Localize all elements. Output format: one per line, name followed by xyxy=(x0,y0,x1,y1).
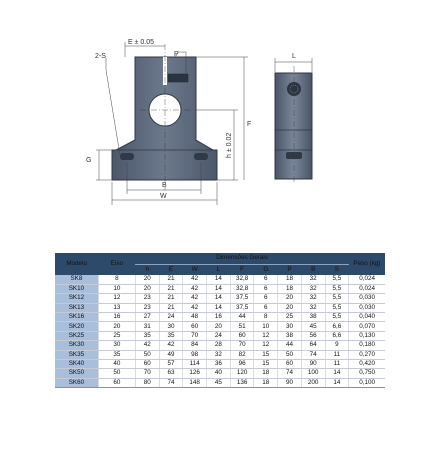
cell-dimension: 60 xyxy=(183,322,207,331)
header-s: S xyxy=(325,265,349,276)
cell-dimension: 57 xyxy=(159,360,183,369)
cell-dimension: 6 xyxy=(254,284,278,293)
cell-dimension: 6,6 xyxy=(325,331,349,340)
table-row xyxy=(55,313,385,322)
cell-dimension: 14 xyxy=(325,378,349,387)
table-row xyxy=(55,303,385,312)
cell-axis: 50 xyxy=(98,369,135,378)
cell-dimension: 114 xyxy=(183,360,207,369)
cell-model: SK40 xyxy=(55,360,98,369)
label-g: G xyxy=(86,157,92,164)
cell-dimension: 38 xyxy=(301,313,325,322)
cell-dimension: 37,5 xyxy=(230,294,254,303)
cell-dimension: 42 xyxy=(183,303,207,312)
cell-dimension: 63 xyxy=(159,369,183,378)
cell-dimension: 70 xyxy=(230,341,254,350)
cell-dimension: 30 xyxy=(278,322,302,331)
label-l: L xyxy=(292,53,296,60)
header-model: Modelo xyxy=(55,253,98,275)
cell-weight: 0,180 xyxy=(349,341,385,350)
cell-dimension: 126 xyxy=(183,369,207,378)
label-h: h ± 0.02 xyxy=(226,132,233,158)
table-row xyxy=(55,331,385,340)
cell-dimension: 6 xyxy=(254,303,278,312)
header-axis: Eixo xyxy=(98,253,135,275)
cell-dimension: 5,5 xyxy=(325,303,349,312)
cell-dimension: 84 xyxy=(183,341,207,350)
cell-dimension: 18 xyxy=(278,284,302,293)
cell-dimension: 5,5 xyxy=(325,313,349,322)
cell-axis: 60 xyxy=(98,378,135,387)
table-row xyxy=(55,360,385,369)
cell-axis: 40 xyxy=(98,360,135,369)
cell-dimension: 32 xyxy=(301,303,325,312)
cell-model: SK12 xyxy=(55,294,98,303)
cell-dimension: 70 xyxy=(183,331,207,340)
cell-dimension: 18 xyxy=(278,275,302,284)
cell-model: SK30 xyxy=(55,341,98,350)
table-row xyxy=(55,275,385,284)
header-f: F xyxy=(230,265,254,276)
cell-dimension: 11 xyxy=(325,360,349,369)
cell-dimension: 20 xyxy=(278,294,302,303)
cell-dimension: 49 xyxy=(159,350,183,359)
table-body xyxy=(55,275,385,388)
header-l: L xyxy=(207,265,231,276)
cell-dimension: 32,8 xyxy=(230,275,254,284)
table-header xyxy=(55,253,385,275)
cell-axis: 10 xyxy=(98,284,135,293)
header-b: B xyxy=(301,265,325,276)
cell-dimension: 6 xyxy=(254,294,278,303)
cell-dimension: 15 xyxy=(254,360,278,369)
cell-model: SK60 xyxy=(55,378,98,387)
cell-dimension: 14 xyxy=(207,275,231,284)
cell-dimension: 56 xyxy=(301,331,325,340)
cell-dimension: 42 xyxy=(159,341,183,350)
header-g: G xyxy=(254,265,278,276)
cell-dimension: 48 xyxy=(183,313,207,322)
spec-table xyxy=(55,253,385,388)
cell-dimension: 42 xyxy=(183,284,207,293)
table-row xyxy=(55,322,385,331)
cell-dimension: 30 xyxy=(159,322,183,331)
cell-dimension: 74 xyxy=(159,378,183,387)
table-row xyxy=(55,294,385,303)
base-slot-right xyxy=(194,153,208,160)
cell-dimension: 37,5 xyxy=(230,303,254,312)
cell-model: SK10 xyxy=(55,284,98,293)
cell-dimension: 148 xyxy=(183,378,207,387)
cell-dimension: 42 xyxy=(135,341,159,350)
cell-dimension: 18 xyxy=(254,378,278,387)
label-b: B xyxy=(162,182,167,189)
cell-dimension: 90 xyxy=(301,360,325,369)
cell-dimension: 20 xyxy=(278,303,302,312)
cell-dimension: 74 xyxy=(301,350,325,359)
header-dims-group: Dimensões Gerais xyxy=(135,253,348,265)
label-f: F xyxy=(247,121,252,128)
cell-dimension: 20 xyxy=(135,275,159,284)
cell-axis: 12 xyxy=(98,294,135,303)
cell-dimension: 5,5 xyxy=(325,294,349,303)
cell-dimension: 5,5 xyxy=(325,275,349,284)
cell-dimension: 12 xyxy=(254,331,278,340)
cell-dimension: 80 xyxy=(135,378,159,387)
cell-weight: 0,270 xyxy=(349,350,385,359)
cell-dimension: 24 xyxy=(207,331,231,340)
cell-dimension: 32 xyxy=(301,275,325,284)
cell-dimension: 100 xyxy=(301,369,325,378)
cell-dimension: 82 xyxy=(230,350,254,359)
cell-dimension: 35 xyxy=(159,331,183,340)
cell-dimension: 21 xyxy=(159,284,183,293)
cell-dimension: 27 xyxy=(135,313,159,322)
dim-g xyxy=(96,150,112,180)
cell-dimension: 45 xyxy=(301,322,325,331)
dim-l xyxy=(275,58,312,72)
cell-dimension: 21 xyxy=(159,275,183,284)
cell-dimension: 50 xyxy=(135,350,159,359)
cell-weight: 0,024 xyxy=(349,284,385,293)
cell-dimension: 98 xyxy=(183,350,207,359)
cell-axis: 13 xyxy=(98,303,135,312)
cell-dimension: 21 xyxy=(159,294,183,303)
cell-dimension: 12 xyxy=(254,341,278,350)
cell-dimension: 18 xyxy=(254,369,278,378)
cell-dimension: 42 xyxy=(183,275,207,284)
cell-model: SK13 xyxy=(55,303,98,312)
cell-model: SK35 xyxy=(55,350,98,359)
clamp-screw xyxy=(168,74,188,82)
cell-weight: 0,750 xyxy=(349,369,385,378)
cell-dimension: 60 xyxy=(278,360,302,369)
cell-weight: 0,420 xyxy=(349,360,385,369)
cell-dimension: 200 xyxy=(301,378,325,387)
cell-dimension: 60 xyxy=(230,331,254,340)
cell-axis: 30 xyxy=(98,341,135,350)
cell-dimension: 21 xyxy=(159,303,183,312)
cell-dimension: 96 xyxy=(230,360,254,369)
cell-dimension: 38 xyxy=(278,331,302,340)
cell-axis: 8 xyxy=(98,275,135,284)
cell-dimension: 90 xyxy=(278,378,302,387)
cell-dimension: 14 xyxy=(207,284,231,293)
cell-dimension: 31 xyxy=(135,322,159,331)
cell-axis: 20 xyxy=(98,322,135,331)
cell-dimension: 6 xyxy=(254,275,278,284)
side-view xyxy=(275,66,312,184)
cell-dimension: 44 xyxy=(230,313,254,322)
cell-dimension: 10 xyxy=(254,322,278,331)
cell-dimension: 32 xyxy=(301,284,325,293)
cell-axis: 16 xyxy=(98,313,135,322)
cell-dimension: 8 xyxy=(254,313,278,322)
header-h: h xyxy=(135,265,159,276)
cell-dimension: 25 xyxy=(278,313,302,322)
cell-dimension: 6,6 xyxy=(325,322,349,331)
cell-model: SK25 xyxy=(55,331,98,340)
table-row xyxy=(55,350,385,359)
cell-dimension: 42 xyxy=(183,294,207,303)
cell-weight: 0,024 xyxy=(349,275,385,284)
cell-weight: 0,030 xyxy=(349,294,385,303)
cell-axis: 25 xyxy=(98,331,135,340)
cell-dimension: 24 xyxy=(159,313,183,322)
cell-dimension: 40 xyxy=(207,369,231,378)
cell-dimension: 14 xyxy=(325,369,349,378)
cell-model: SK50 xyxy=(55,369,98,378)
table-row xyxy=(55,378,385,387)
cell-dimension: 44 xyxy=(278,341,302,350)
cell-weight: 0,040 xyxy=(349,313,385,322)
cell-dimension: 23 xyxy=(135,294,159,303)
cell-dimension: 9 xyxy=(325,341,349,350)
cell-weight: 0,130 xyxy=(349,331,385,340)
base-slot-left xyxy=(120,153,134,160)
header-weight: Peso (kg) xyxy=(349,253,385,275)
cell-dimension: 5,5 xyxy=(325,284,349,293)
cell-dimension: 36 xyxy=(207,360,231,369)
label-2s: 2-S xyxy=(95,53,106,60)
cell-dimension: 35 xyxy=(135,331,159,340)
cell-dimension: 14 xyxy=(207,294,231,303)
cell-dimension: 32 xyxy=(301,294,325,303)
header-p: P xyxy=(278,265,302,276)
cell-dimension: 50 xyxy=(278,350,302,359)
cell-dimension: 32,8 xyxy=(230,284,254,293)
cell-dimension: 60 xyxy=(135,360,159,369)
label-w: W xyxy=(160,193,167,200)
cell-dimension: 11 xyxy=(325,350,349,359)
cell-model: SK20 xyxy=(55,322,98,331)
table-row xyxy=(55,341,385,350)
cell-dimension: 120 xyxy=(230,369,254,378)
cell-dimension: 16 xyxy=(207,313,231,322)
cell-dimension: 136 xyxy=(230,378,254,387)
label-e: E ± 0.05 xyxy=(128,39,155,46)
cell-weight: 0,030 xyxy=(349,303,385,312)
cell-dimension: 20 xyxy=(135,284,159,293)
cell-dimension: 64 xyxy=(301,341,325,350)
cell-dimension: 32 xyxy=(207,350,231,359)
cell-dimension: 74 xyxy=(278,369,302,378)
cell-dimension: 14 xyxy=(207,303,231,312)
table-row xyxy=(55,284,385,293)
cell-model: SK16 xyxy=(55,313,98,322)
dim-2s xyxy=(106,58,120,155)
table-row xyxy=(55,369,385,378)
cell-dimension: 23 xyxy=(135,303,159,312)
cell-dimension: 70 xyxy=(135,369,159,378)
header-e: E xyxy=(159,265,183,276)
cell-weight: 0,070 xyxy=(349,322,385,331)
cell-model: SK8 xyxy=(55,275,98,284)
cell-dimension: 20 xyxy=(207,322,231,331)
cell-dimension: 51 xyxy=(230,322,254,331)
cell-weight: 0,100 xyxy=(349,378,385,387)
cell-dimension: 15 xyxy=(254,350,278,359)
cell-axis: 35 xyxy=(98,350,135,359)
label-p: P xyxy=(174,51,179,58)
header-w: W xyxy=(183,265,207,276)
cell-dimension: 45 xyxy=(207,378,231,387)
cell-dimension: 28 xyxy=(207,341,231,350)
